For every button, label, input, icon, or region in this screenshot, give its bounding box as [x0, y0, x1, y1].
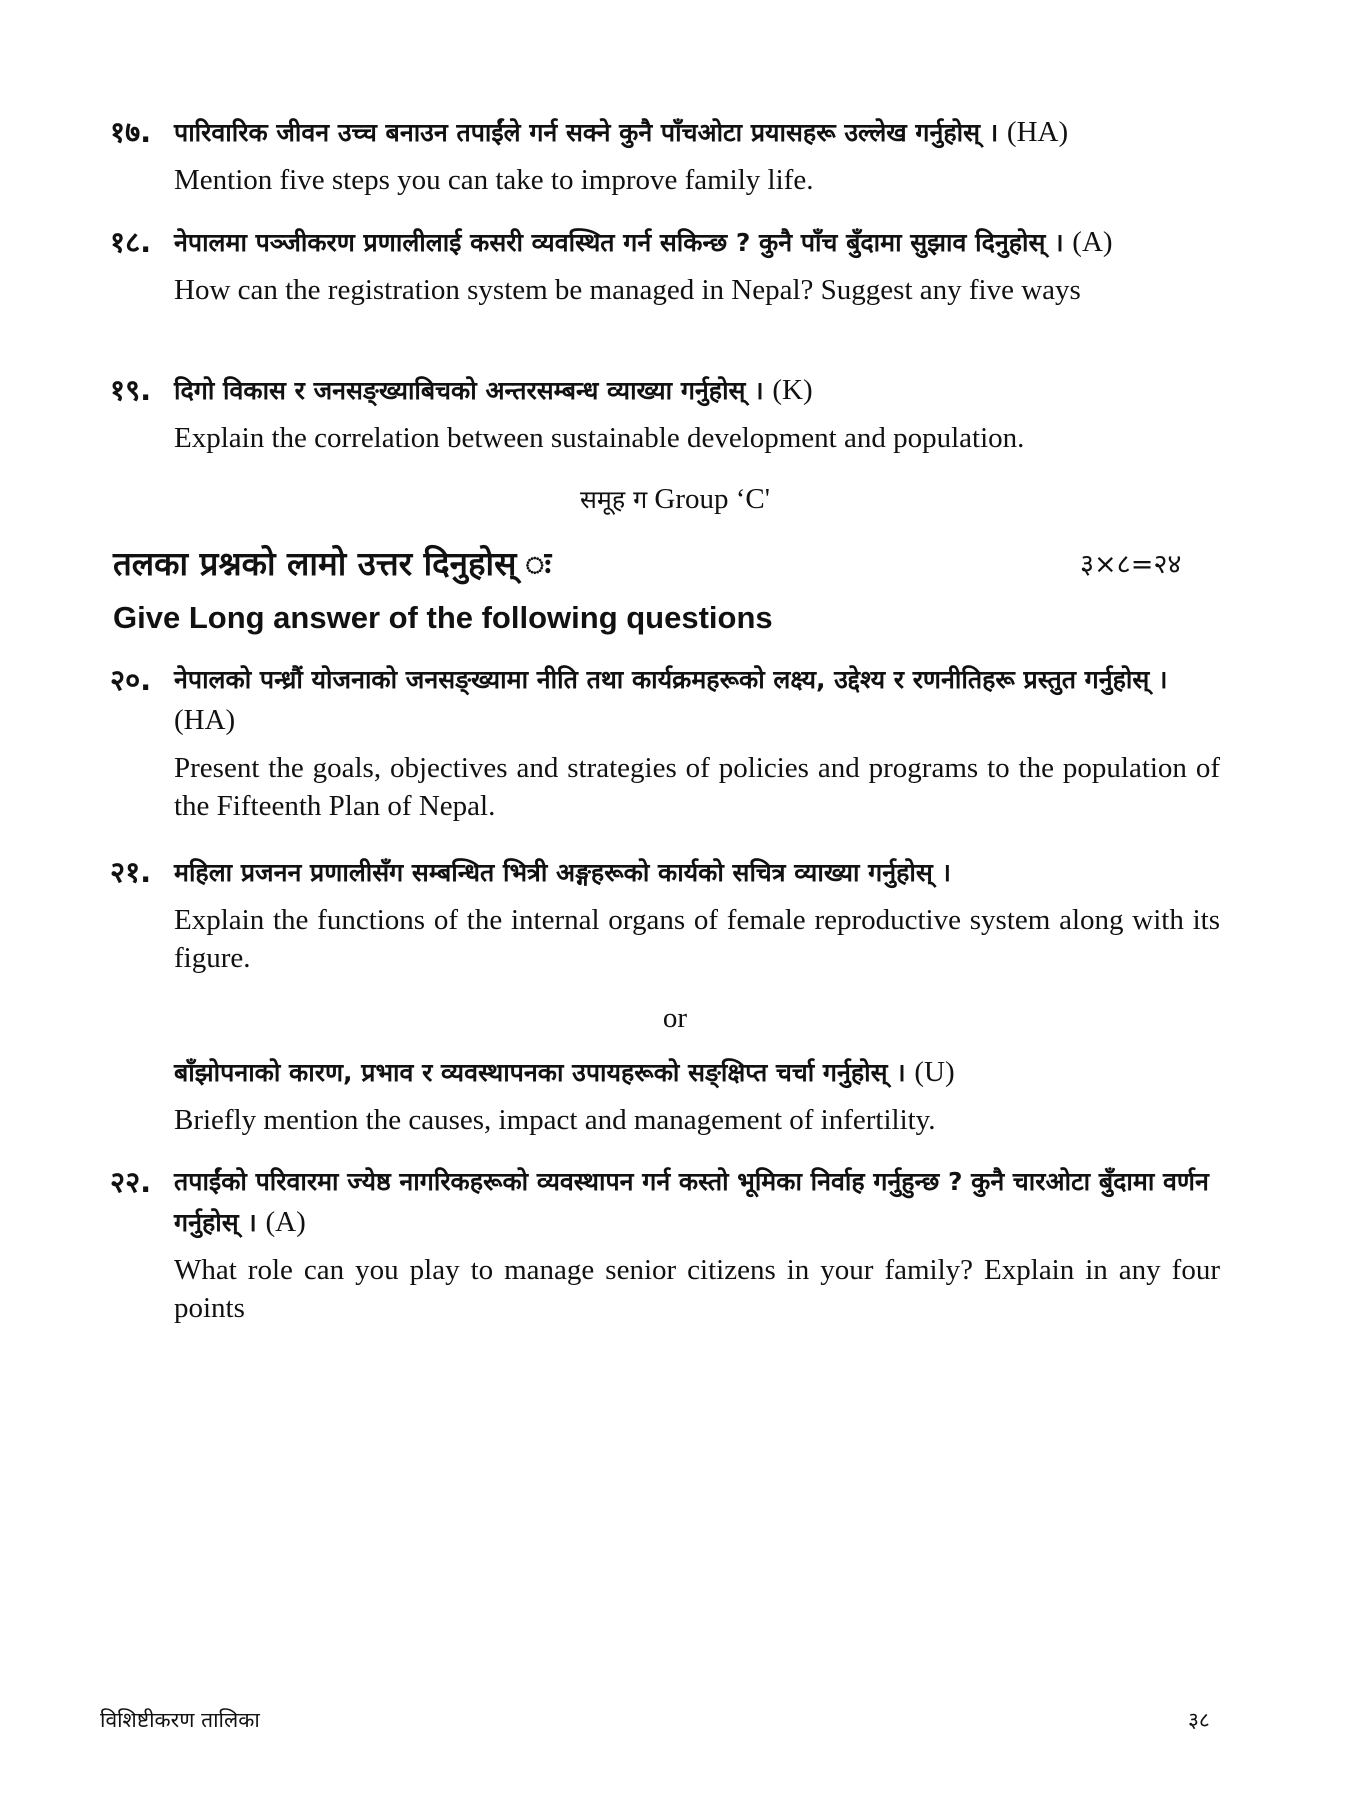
question-text-nepali: दिगो विकास र जनसङ्ख्याबिचको अन्तरसम्बन्ध व्याख्या गर्नुहोस् । (K): [174, 374, 813, 406]
question-text-nepali: महिला प्रजनन प्रणालीसँग सम्बन्धित भित्री अङ्गहरूको कार्यको सचित्र व्याख्या गर्नुहोस् ।: [174, 858, 951, 887]
footer-title: विशिष्टीकरण तालिका: [100, 1708, 260, 1732]
question-number: २२.: [110, 1165, 152, 1199]
question-number: १७.: [110, 115, 152, 149]
question-text-nepali: पारिवारिक जीवन उच्च बनाउन तपाईंले गर्न सक्ने कुनै पाँचओटा प्रयासहरू उल्लेख गर्नुहोस् । (HA): [174, 116, 1069, 148]
question-text-english: Explain the correlation between sustainable development and population.: [174, 422, 1025, 454]
question-19: [110, 370, 1220, 457]
question-text-english: What role can you play to manage senior citizens in your family? Explain in any four points: [174, 1254, 1220, 1324]
question-21-alternative: [110, 1052, 1220, 1139]
question-tag: (K): [772, 374, 813, 406]
question-text-english: Explain the functions of the internal organs of female reproductive system along with its figure.: [174, 904, 1220, 974]
question-text-nepali: नेपालको पन्ध्रौं योजनाको जनसङ्ख्यामा नीति तथा कार्यक्रमहरूको लक्ष्य, उद्देश्य र रणनीतिहरू प्रस्तुत गर्नुहोस् । (HA): [174, 665, 1168, 736]
question-number: २०.: [110, 663, 152, 697]
question-text-english: Mention five steps you can take to improve family life.: [174, 164, 814, 196]
question-tag: (HA): [174, 704, 236, 736]
section-heading-english: Give Long answer of the following questions: [113, 600, 773, 635]
or-separator: or: [662, 1002, 688, 1034]
question-number: १९.: [110, 373, 152, 407]
question-17: [110, 112, 1220, 199]
section-heading-nepali: तलका प्रश्नको लामो उत्तर दिनुहोस् ः: [113, 544, 552, 583]
group-heading: समूह ग Group ‘C': [580, 483, 770, 515]
question-tag: (A): [1072, 226, 1113, 258]
question-tag: (HA): [1006, 116, 1069, 148]
marks-allocation: ३×८=२४: [1080, 549, 1182, 580]
question-text-nepali: तपाईंको परिवारमा ज्येष्ठ नागरिकहरूको व्यवस्थापन गर्न कस्तो भूमिका निर्वाह गर्नुहुन्छ ? कुनै चारओटा बुँदामा वर्णन गर्नुहोस् । (A): [174, 1167, 1209, 1238]
question-text-nepali: नेपालमा पञ्जीकरण प्रणालीलाई कसरी व्यवस्थित गर्न सकिन्छ ? कुनै पाँच बुँदामा सुझाव दिनुहोस् । (A): [174, 226, 1113, 258]
question-text-nepali: बाँझोपनाको कारण, प्रभाव र व्यवस्थापनका उपायहरूको सङ्क्षिप्त चर्चा गर्नुहोस् । (U): [174, 1056, 955, 1088]
question-text-english: Briefly mention the causes, impact and management of infertility.: [174, 1104, 936, 1136]
question-number: २१.: [110, 855, 152, 889]
question-18: [110, 222, 1220, 309]
question-21: [110, 852, 1220, 977]
question-20: [110, 660, 1220, 825]
question-text-english: Present the goals, objectives and strategies of policies and programs to the population of the Fifteenth Plan of Nepal.: [174, 752, 1220, 822]
question-tag: (U): [914, 1056, 955, 1088]
question-text-english: How can the registration system be managed in Nepal? Suggest any five ways: [174, 274, 1081, 306]
question-22: [110, 1162, 1220, 1327]
page-number: ३८: [1188, 1708, 1210, 1732]
question-tag: (A): [265, 1206, 306, 1238]
question-number: १८.: [110, 225, 152, 259]
